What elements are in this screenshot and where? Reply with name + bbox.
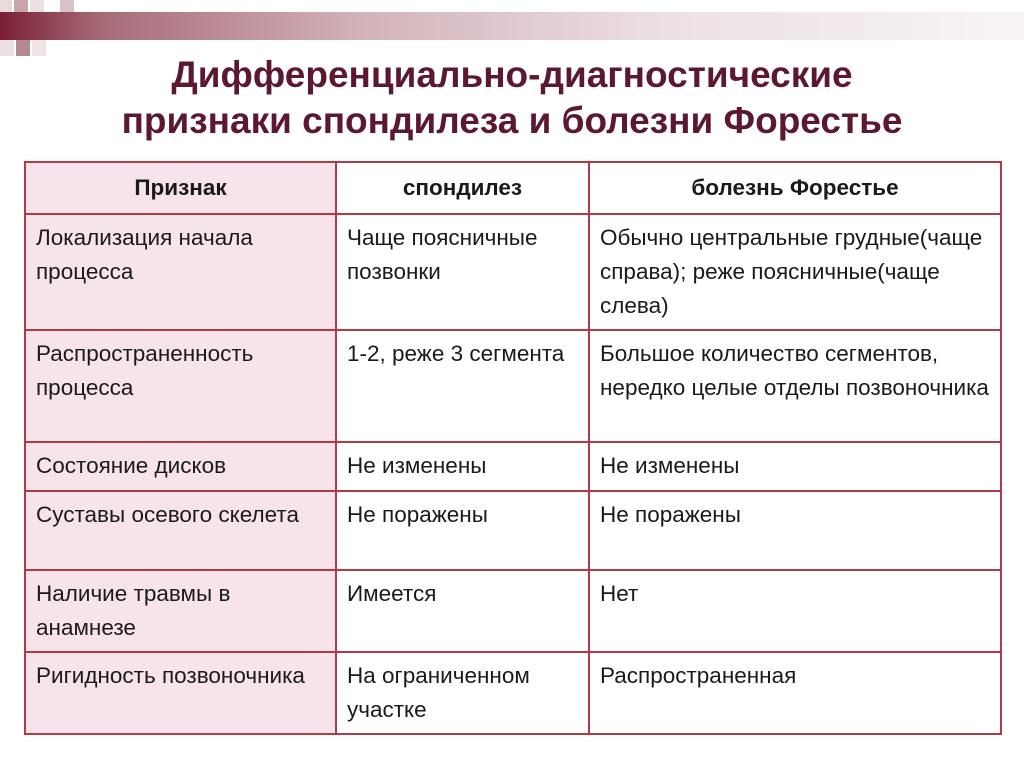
cell-feature: Наличие травмы в анамнезе (25, 570, 336, 652)
header-band (0, 12, 1024, 40)
cell-spondylosis: 1-2, реже 3 сегмента (336, 330, 589, 442)
cell-forestier: Нет (589, 570, 1001, 652)
table-row (25, 570, 1001, 652)
comparison-table (24, 161, 1002, 735)
table-row (25, 214, 1001, 330)
cell-spondylosis: На ограниченном участке (336, 652, 589, 734)
header-feature: Признак (25, 162, 336, 214)
cell-feature: Распространенность процесса (25, 330, 336, 442)
cell-forestier: Не поражены (589, 491, 1001, 570)
cell-spondylosis: Имеется (336, 570, 589, 652)
cell-spondylosis: Не изменены (336, 442, 589, 491)
cell-feature: Суставы осевого скелета (25, 491, 336, 570)
cell-feature: Локализация начала процесса (25, 214, 336, 330)
decor-square (0, 0, 12, 12)
cell-forestier: Большое количество сегментов, нередко целые отделы позвоночника (589, 330, 1001, 442)
cell-feature: Состояние дисков (25, 442, 336, 491)
cell-forestier: Распространенная (589, 652, 1001, 734)
cell-spondylosis: Чаще поясничные позвонки (336, 214, 589, 330)
decor-square (14, 0, 28, 12)
title-line-1: Дифференциально-диагностические (171, 54, 853, 95)
table-row (25, 652, 1001, 734)
cell-forestier: Не изменены (589, 442, 1001, 491)
title-line-2: признаки спондилеза и болезни Форестье (121, 100, 903, 141)
cell-spondylosis: Не поражены (336, 491, 589, 570)
table-row (25, 442, 1001, 491)
cell-feature: Ригидность позвоночника (25, 652, 336, 734)
table-row (25, 491, 1001, 570)
table-row (25, 330, 1001, 442)
decor-square (60, 0, 74, 12)
header-forestier: болезнь Форестье (589, 162, 1001, 214)
header-spondylosis: спондилез (336, 162, 589, 214)
decor-square (30, 0, 44, 12)
cell-forestier: Обычно центральные грудные(чаще справа); реже поясничные(чаще слева) (589, 214, 1001, 330)
slide-title (0, 52, 1024, 144)
table-header-row (25, 162, 1001, 214)
